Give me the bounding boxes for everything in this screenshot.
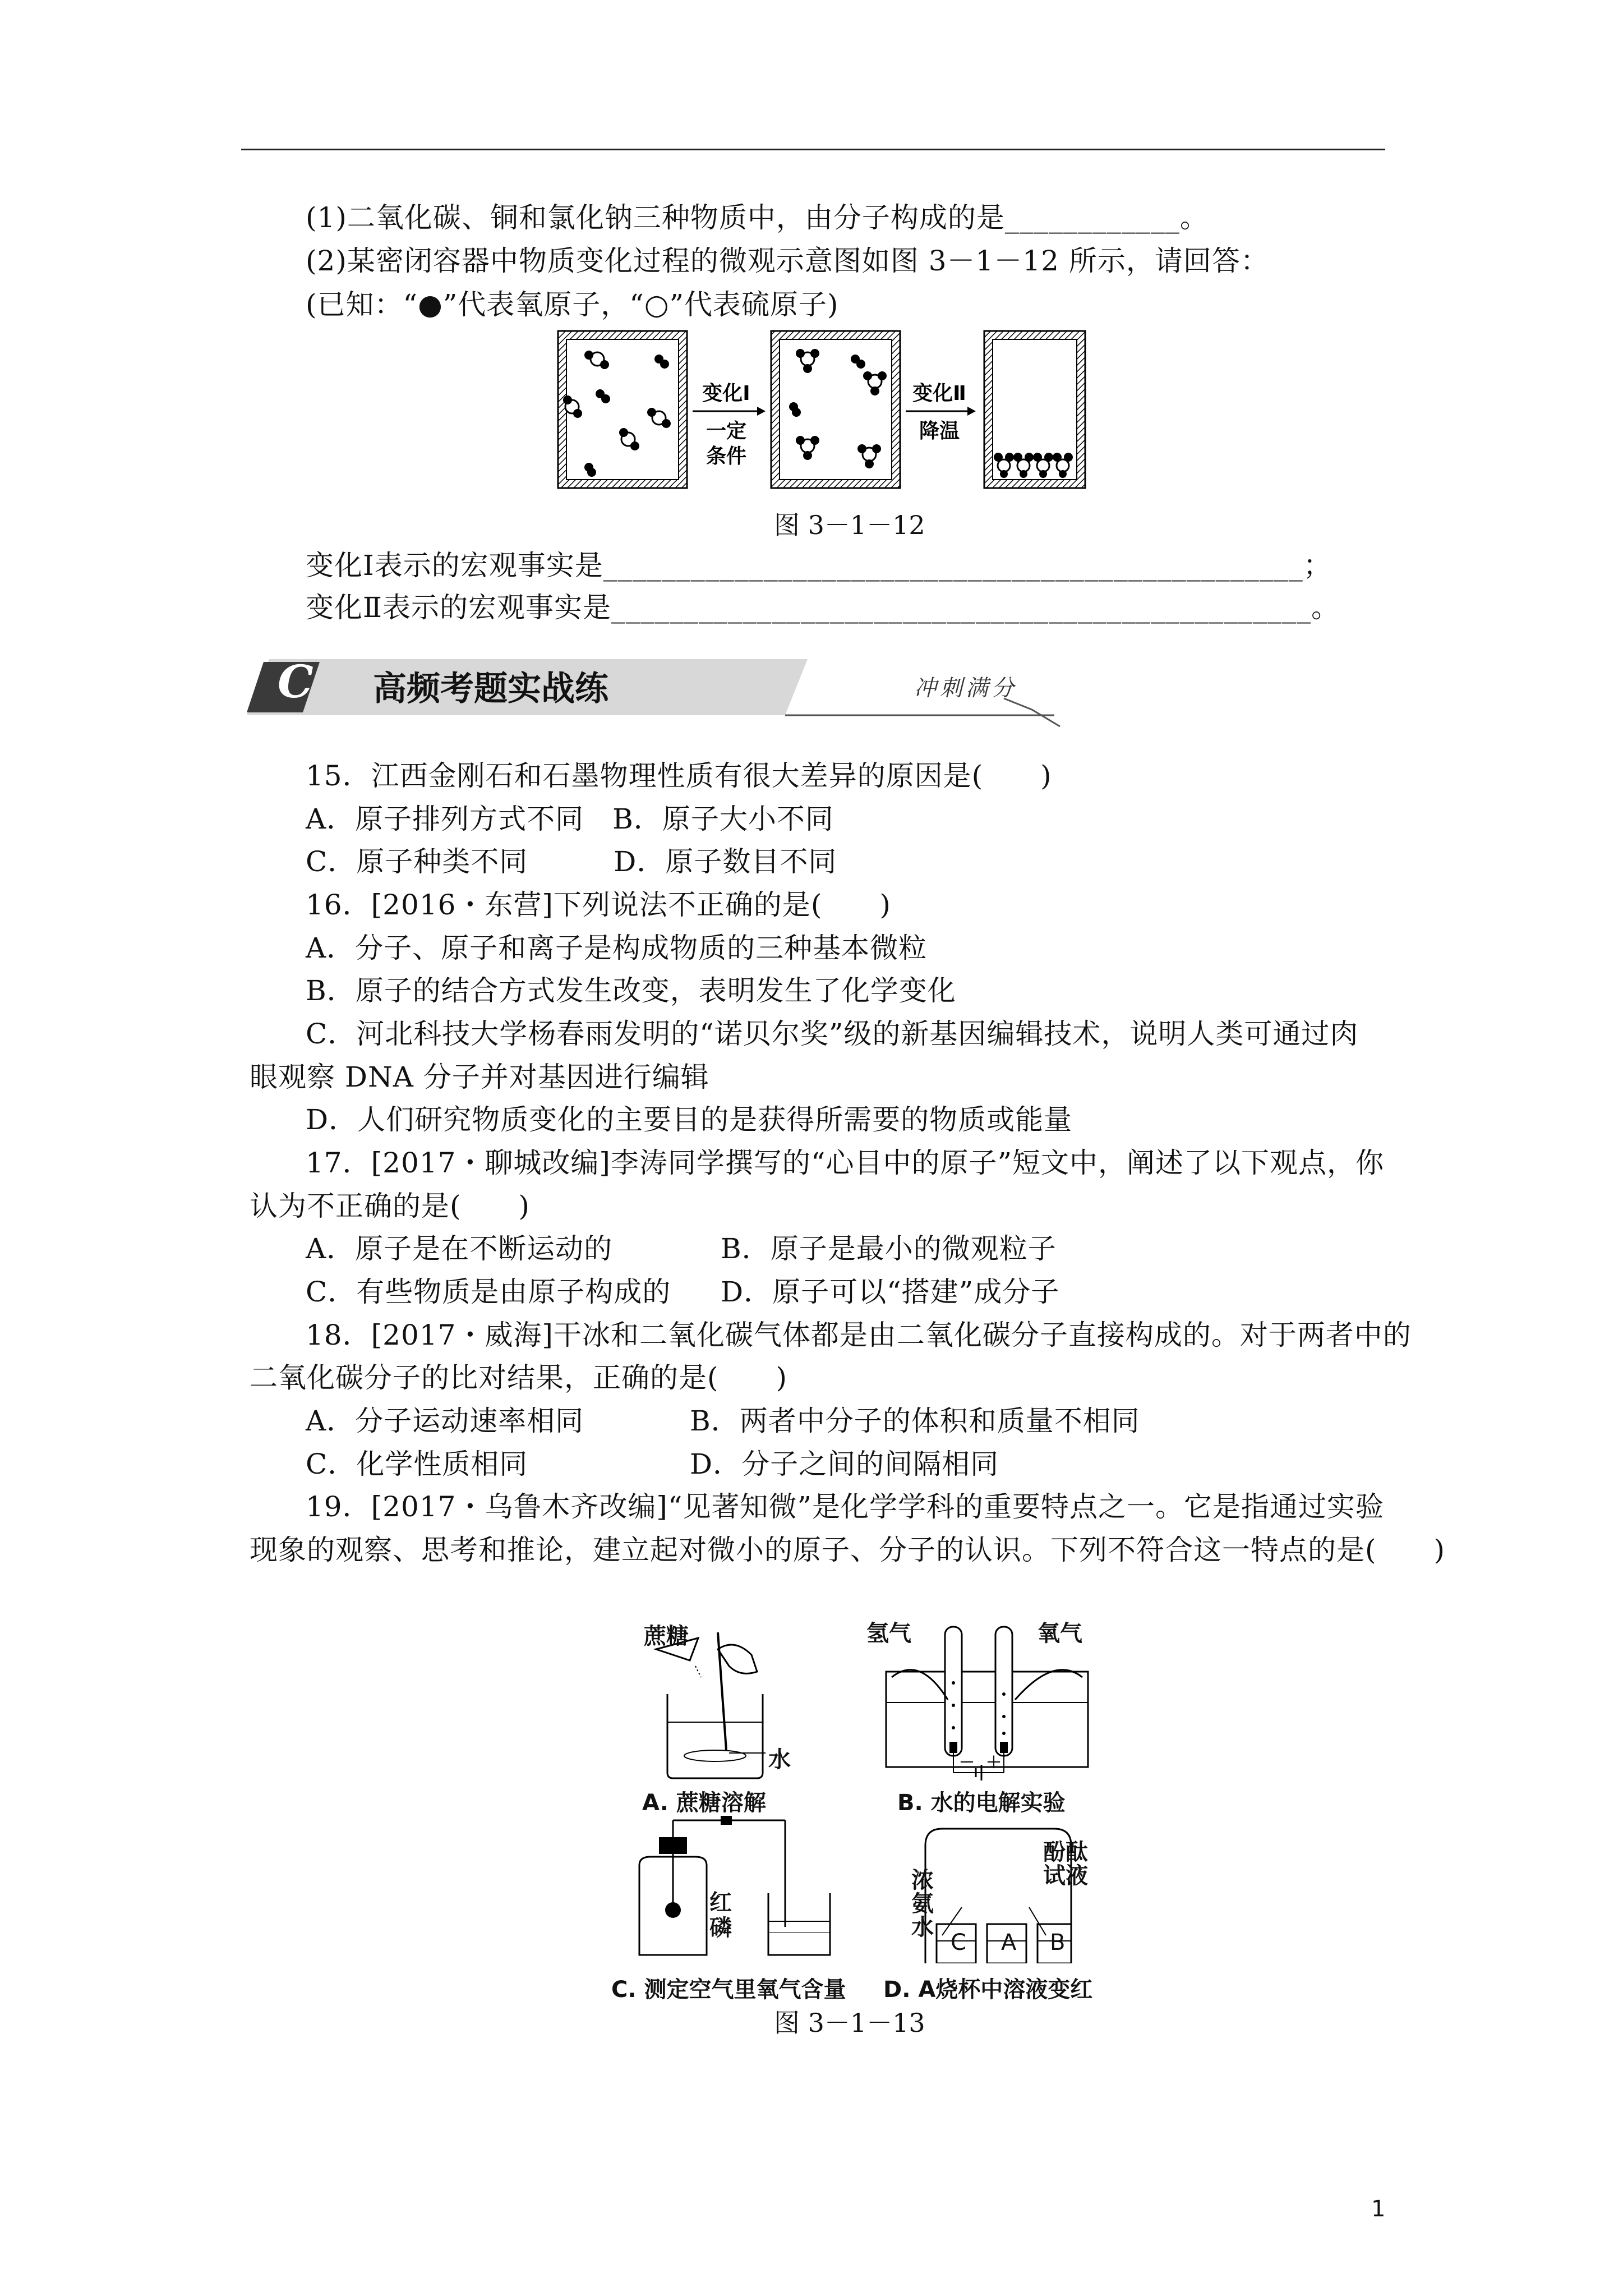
q17-option-a: A．原子是在不断运动的 <box>306 1232 613 1265</box>
figure-d-caption: D. A烧杯中溶液变红 <box>883 1977 1093 2003</box>
q17-option-d: D．原子可以“搭建”成分子 <box>721 1276 1060 1308</box>
banner-letter: C <box>278 655 313 708</box>
figure-d-label-phenolphthalein: 酚酞 <box>1043 1839 1088 1865</box>
figure-a-label-water: 水 <box>768 1747 791 1773</box>
figure-3-1-12-caption: 图 3－1－12 <box>774 510 925 540</box>
figure-d-label-solution: 试液 <box>1043 1863 1088 1889</box>
figure-d-beaker-b: B <box>1050 1930 1066 1955</box>
q18-stem-line1: 18．[2017・威海]干冰和二氧化碳气体都是由二氧化碳分子直接构成的。对于两者中的 <box>306 1319 1412 1351</box>
q16-option-a: A．分子、原子和离子是构成物质的三种基本微粒 <box>306 932 928 964</box>
q17-option-b: B．原子是最小的微观粒子 <box>721 1232 1057 1265</box>
figure-d-beaker-a: A <box>1001 1930 1017 1955</box>
figure-b-plus: ＋ <box>986 1753 1002 1772</box>
figure-c-label-phosphorus: 磷 <box>709 1915 732 1941</box>
q15-options-cd: C．原子种类不同 D．原子数目不同 <box>306 845 837 878</box>
q19-stem-line2: 现象的观察、思考和推论，建立起对微小的原子、分子的认识。下列不符合这一特点的是( ) <box>250 1534 1446 1566</box>
figure-b-caption: B. 水的电解实验 <box>897 1790 1066 1816</box>
change1-condition-2: 条件 <box>706 445 747 468</box>
figure-d-label-3: 水 <box>911 1915 934 1940</box>
change1-condition-1: 一定 <box>706 420 747 443</box>
q15-options-ab: A．原子排列方式不同 B．原子大小不同 <box>306 803 834 835</box>
arrow-change1 <box>693 407 766 416</box>
q18-stem-line2: 二氧化碳分子的比对结果，正确的是( ) <box>250 1361 788 1394</box>
change2-condition: 降温 <box>919 420 960 443</box>
q15-stem: 15．江西金刚石和石墨物理性质有很大差异的原因是( ) <box>306 760 1052 792</box>
figure-c-caption: C. 测定空气里氧气含量 <box>611 1977 846 2003</box>
q17-option-c: C．有些物质是由原子构成的 <box>306 1276 671 1308</box>
q16-option-d: D．人们研究物质变化的主要目的是获得所需要的物质或能量 <box>306 1103 1073 1136</box>
figure-a-label-sucrose: 蔗糖 <box>644 1623 689 1649</box>
q18-option-b: B．两者中分子的体积和质量不相同 <box>690 1405 1140 1437</box>
container-before <box>558 331 687 488</box>
figure-b-minus: － <box>959 1753 975 1772</box>
q16-option-c-line1: C．河北科技大学杨春雨发明的“诺贝尔奖”级的新基因编辑技术，说明人类可通过肉 <box>306 1018 1359 1050</box>
q16-stem: 16．[2016・东营]下列说法不正确的是( ) <box>306 889 891 921</box>
figure-3-1-12 <box>555 328 1088 496</box>
q18-option-d: D．分子之间的间隔相同 <box>690 1448 999 1480</box>
q17-stem-line2: 认为不正确的是( ) <box>250 1190 531 1222</box>
q14-answer-1: 变化Ⅰ表示的宏观事实是________________________________________________； <box>306 549 1332 582</box>
banner-subtitle: 冲刺满分 <box>914 675 1017 701</box>
q14-part2: (2)某密闭容器中物质变化过程的微观示意图如图 3－1－12 所示，请回答： <box>306 245 1269 277</box>
figure-a-caption: A. 蔗糖溶解 <box>642 1790 766 1816</box>
q19-stem-line1: 19．[2017・乌鲁木齐改编]“见著知微”是化学学科的重要特点之一。它是指通过实验 <box>306 1490 1385 1523</box>
q18-option-a: A．分子运动速率相同 <box>306 1405 584 1437</box>
arrow-change2 <box>906 407 976 416</box>
figure-b-label-oxygen: 氧气 <box>1038 1621 1082 1646</box>
q17-stem-line1: 17．[2017・聊城改编]李涛同学撰写的“心目中的原子”短文中，阐述了以下观点，你 <box>306 1147 1385 1179</box>
q16-option-c-line2: 眼观察 DNA 分子并对基因进行编辑 <box>250 1061 709 1093</box>
q14-known: (已知：“●”代表氧原子，“○”代表硫原子) <box>306 288 839 321</box>
figure-d-label-2: 氨 <box>911 1891 934 1917</box>
change1-label: 变化Ⅰ <box>702 382 750 405</box>
banner-title: 高频考题实战练 <box>373 669 608 708</box>
page-number: 1 <box>1371 2196 1386 2222</box>
figure-d-beaker-c: C <box>951 1930 966 1955</box>
figure-c-label-red: 红 <box>709 1890 732 1916</box>
container-middle <box>771 331 900 488</box>
q18-option-c: C．化学性质相同 <box>306 1448 528 1480</box>
change2-label: 变化Ⅱ <box>912 382 966 405</box>
container-after <box>984 331 1085 488</box>
q14-part1: (1)二氧化碳、铜和氯化钠三种物质中，由分子构成的是____________。 <box>306 201 1209 234</box>
figure-d-label-1: 浓 <box>911 1867 934 1893</box>
figure-b-label-hydrogen: 氢气 <box>866 1621 911 1646</box>
q14-answer-2: 变化Ⅱ表示的宏观事实是________________________________________________。 <box>306 591 1340 624</box>
figure-3-1-13-caption: 图 3－1－13 <box>774 2008 925 2038</box>
header-rule <box>241 149 1385 150</box>
q16-option-b: B．原子的结合方式发生改变，表明发生了化学变化 <box>306 974 956 1007</box>
